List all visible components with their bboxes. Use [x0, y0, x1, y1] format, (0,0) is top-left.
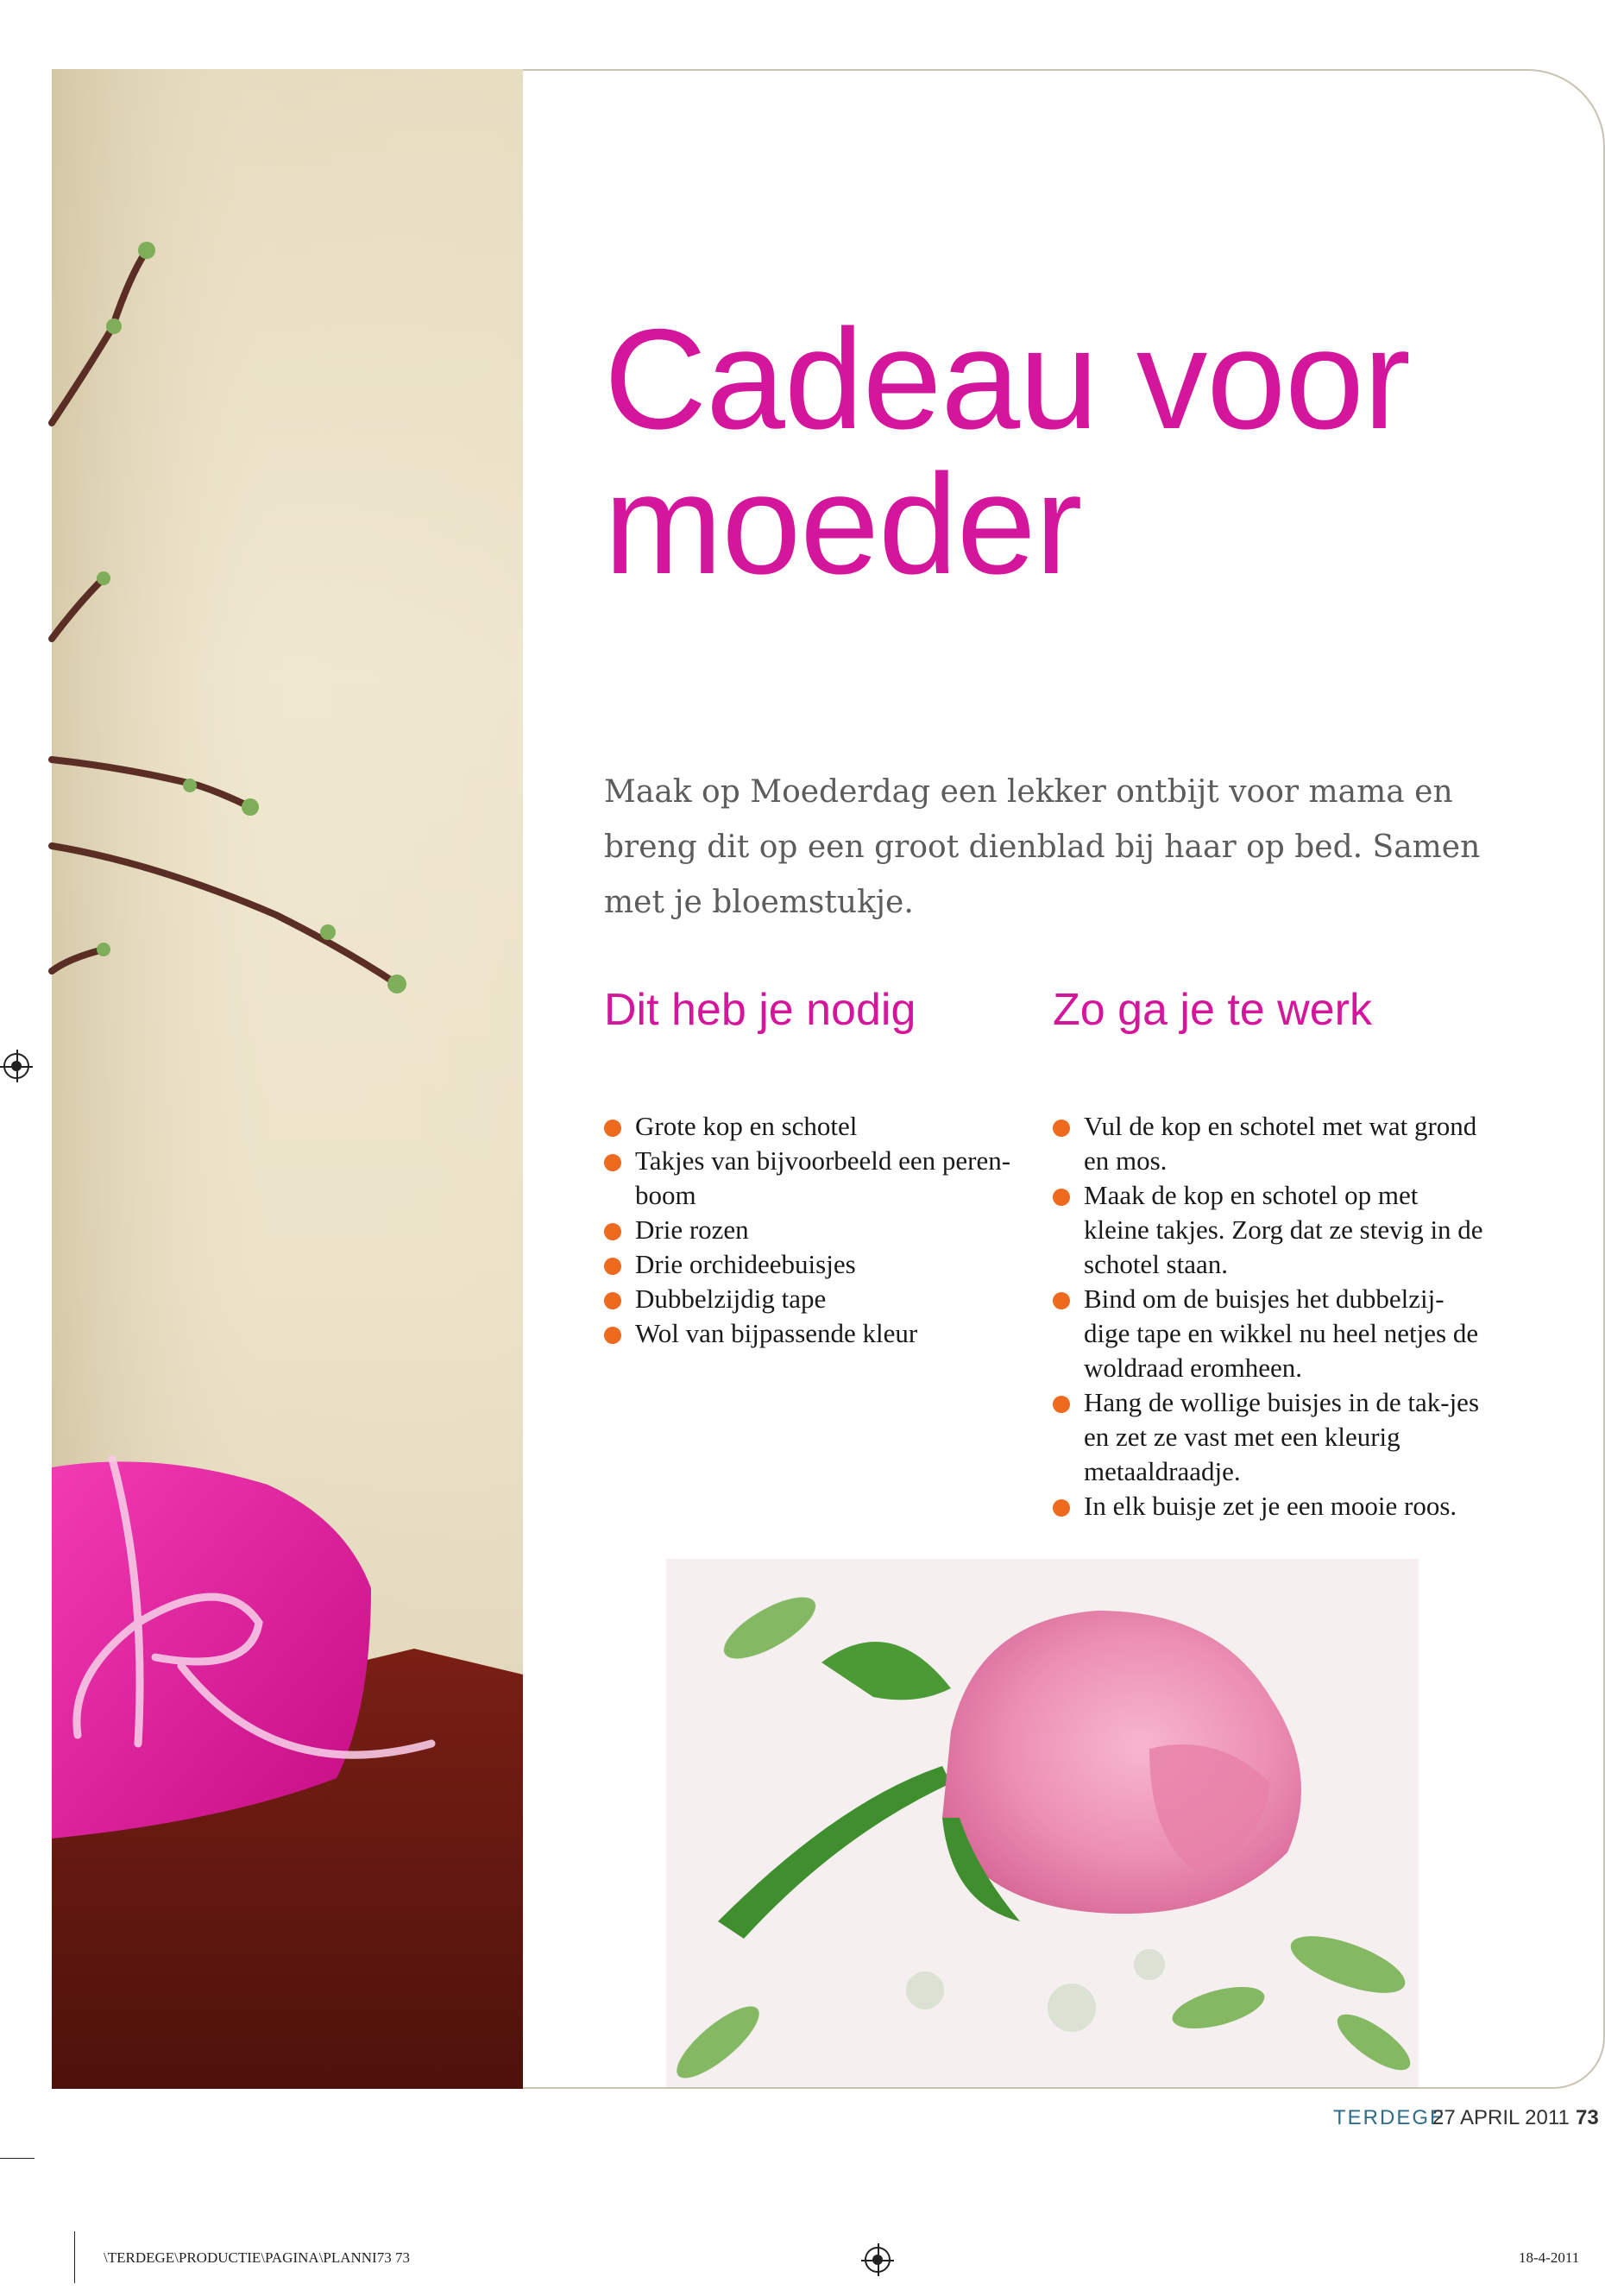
list-item-text: Drie orchideebuisjes	[635, 1249, 856, 1279]
list-item-text: Wol van bijpassende kleur	[635, 1318, 918, 1348]
bullet-icon	[604, 1292, 621, 1309]
slug-path: \TERDEGE\PRODUCTIE\PAGINA\PLANNI73 73	[104, 2249, 410, 2266]
needs-list	[604, 1109, 1035, 1351]
list-item	[1053, 1385, 1484, 1489]
bullet-icon	[1053, 1396, 1070, 1413]
list-item-text: Dubbelzijdig tape	[635, 1284, 827, 1314]
gift-photo	[52, 69, 523, 2089]
list-item	[1053, 1178, 1484, 1282]
list-item	[604, 1109, 1035, 1144]
list-item	[604, 1316, 1035, 1351]
title-line-1: Cadeau voor	[604, 300, 1410, 458]
list-item-text: Vul de kop en schotel met wat grond en mos.	[1084, 1111, 1477, 1176]
list-item-text: Grote kop en schotel	[635, 1111, 858, 1141]
bullet-icon	[1053, 1189, 1070, 1206]
page-number: 73	[1576, 2106, 1599, 2129]
list-item	[1053, 1282, 1484, 1385]
list-item	[604, 1213, 1035, 1247]
page-title	[604, 300, 1553, 604]
bullet-icon	[1053, 1499, 1070, 1517]
crop-mark	[0, 2158, 35, 2159]
gift-photo-illustration	[52, 69, 523, 2089]
bullet-icon	[604, 1120, 621, 1137]
list-item	[1053, 1109, 1484, 1178]
slug-date: 18-4-2011	[1519, 2249, 1580, 2266]
list-item	[604, 1282, 1035, 1316]
list-item	[604, 1247, 1035, 1282]
list-item-text: Drie rozen	[635, 1214, 749, 1245]
registration-mark-icon	[3, 1053, 29, 1079]
crop-mark	[74, 2231, 75, 2283]
bullet-icon	[604, 1154, 621, 1171]
title-line-2: moeder	[604, 445, 1082, 604]
list-item-text: In elk buisje zet je een mooie roos.	[1084, 1491, 1457, 1521]
rose-illustration	[666, 1559, 1419, 2087]
list-item-text: Takjes van bijvoorbeeld een peren-boom	[635, 1145, 1011, 1210]
list-item-text: Bind om de buisjes het dubbelzij-dige tape en wikkel nu heel netjes de woldraad eromheen.	[1084, 1284, 1479, 1383]
list-item	[604, 1144, 1035, 1213]
rose-photo	[666, 1559, 1419, 2087]
bullet-icon	[1053, 1292, 1070, 1309]
steps-list	[1053, 1109, 1484, 1523]
registration-mark-icon	[865, 2247, 891, 2273]
bullet-icon	[1053, 1120, 1070, 1137]
steps-heading: Zo ga je te werk	[1053, 985, 1372, 1035]
bullet-icon	[604, 1223, 621, 1240]
needs-heading: Dit heb je nodig	[604, 985, 916, 1035]
intro-paragraph: Maak op Moederdag een lekker ontbijt voor mama en breng dit op een groot dienblad bij haar op bed. Samen met je bloemstukje.	[604, 774, 1481, 920]
list-item-text: Hang de wollige buisjes in de tak-jes en zet ze vast met een kleurig metaaldraadje.	[1084, 1387, 1480, 1486]
list-item-text: Maak de kop en schotel op met kleine takjes. Zorg dat ze stevig in de schotel staan.	[1084, 1180, 1483, 1279]
list-item	[1053, 1489, 1484, 1523]
magazine-name: TERDEGE	[1333, 2106, 1446, 2129]
issue-date: 27 APRIL 2011	[1432, 2106, 1570, 2129]
bullet-icon	[604, 1327, 621, 1344]
bullet-icon	[604, 1258, 621, 1275]
